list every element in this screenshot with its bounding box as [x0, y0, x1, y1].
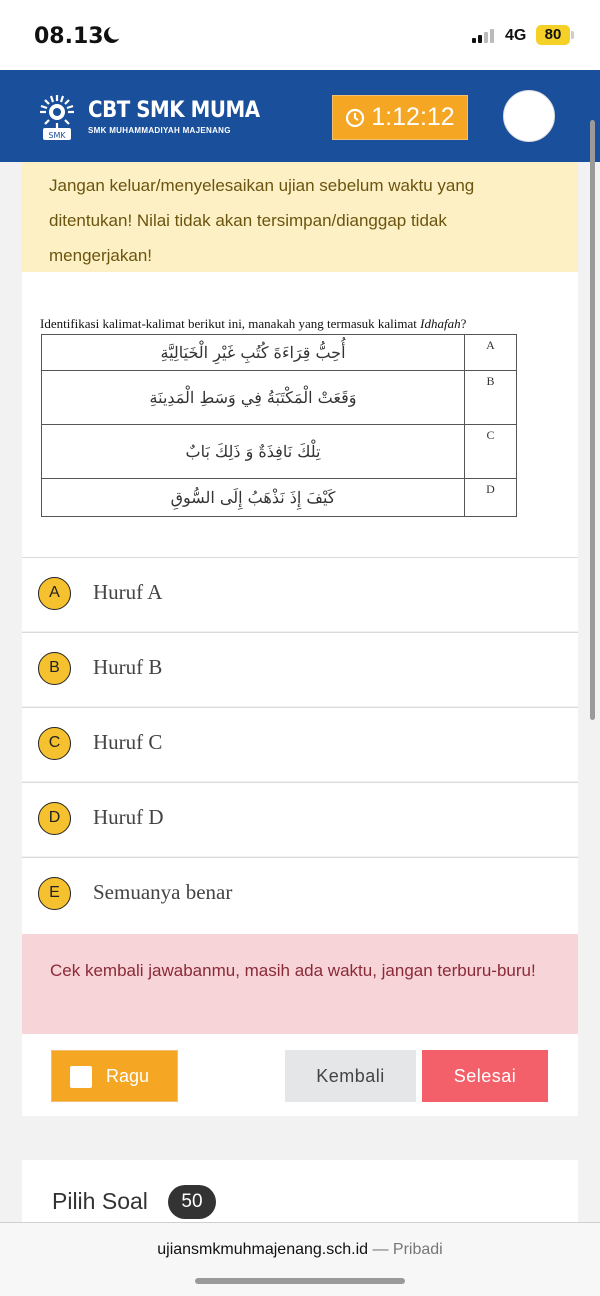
kembali-button[interactable]: Kembali	[285, 1050, 416, 1102]
browser-address-bar[interactable]	[0, 1222, 600, 1296]
option-label[interactable]: Huruf D	[93, 805, 164, 829]
battery-tip	[571, 31, 574, 39]
arabic-sentence: تِلْكَ نَافِذَةٌ وَ ذَلِكَ بَابٌ	[42, 425, 465, 479]
signal-icon	[472, 29, 500, 43]
app-header	[0, 70, 600, 162]
table-row	[42, 479, 517, 517]
option-label[interactable]: Huruf A	[93, 580, 163, 604]
table-letter: C	[465, 425, 517, 479]
logo-emblem-icon	[32, 92, 82, 142]
warning-notice	[22, 162, 578, 272]
option-label[interactable]: Huruf C	[93, 730, 163, 754]
option-letter-badge[interactable]: D	[38, 802, 71, 835]
answer-option-d[interactable]	[22, 782, 578, 856]
table-row	[42, 371, 517, 425]
answer-option-c[interactable]	[22, 707, 578, 781]
ragu-checkbox[interactable]	[70, 1066, 92, 1088]
timer-value: 1:12:12	[371, 103, 455, 131]
arabic-sentence: كَيْفَ إِذَ نَذْهَبُ إِلَى السُّوقِ	[42, 479, 465, 517]
table-letter: B	[465, 371, 517, 425]
brand-title: CBT SMK MUMA	[88, 98, 260, 123]
network-label: 4G	[505, 27, 527, 44]
ragu-label[interactable]: Ragu	[106, 1066, 150, 1086]
reminder-text: Cek kembali jawabanmu, masih ada waktu, jangan terburu-buru!	[50, 961, 536, 980]
arabic-sentence: أُحِبُّ قِرَاءَةَ كُتُبِ غَيْرِ الْخَيَالِيَّةِ	[42, 335, 465, 371]
url-private-label: — Pribadi	[368, 1241, 443, 1258]
table-letter: D	[465, 479, 517, 517]
option-letter-badge[interactable]: B	[38, 652, 71, 685]
option-letter-badge[interactable]: E	[38, 877, 71, 910]
url-display[interactable]	[0, 1241, 600, 1259]
question-card	[22, 272, 578, 558]
option-label[interactable]: Semuanya benar	[93, 880, 233, 904]
option-letter-badge[interactable]: C	[38, 727, 71, 760]
moon-icon	[104, 27, 120, 43]
question-picker[interactable]	[22, 1160, 578, 1230]
question-term: Idhafah	[420, 316, 461, 331]
question-text-end: ?	[460, 316, 467, 331]
table-row	[42, 335, 517, 371]
question-text-main: Identifikasi kalimat-kalimat berikut ini, manakah yang termasuk kalimat	[40, 316, 421, 331]
battery-icon: 80	[536, 25, 570, 45]
table-letter: A	[465, 335, 517, 371]
warning-text: Jangan keluar/menyelesaikan ujian sebelum waktu yang ditentukan! Nilai tidak akan tersimpan/dianggap tidak mengerjakan!	[49, 176, 475, 265]
reminder-notice	[22, 934, 578, 1034]
selesai-button[interactable]: Selesai	[422, 1050, 548, 1102]
status-bar	[0, 0, 600, 70]
answer-option-b[interactable]	[22, 632, 578, 706]
arabic-sentence: وَقَعَتْ الْمَكْتَبَةُ فِي وَسَطِ الْمَدِينَةِ	[42, 371, 465, 425]
ragu-button[interactable]	[51, 1050, 178, 1102]
status-time: 08.13	[34, 24, 104, 49]
svg-text:SMK: SMK	[48, 131, 66, 140]
user-avatar-icon[interactable]	[503, 90, 555, 142]
page-scrollbar[interactable]	[590, 120, 595, 720]
question-text	[40, 316, 466, 332]
question-table	[41, 334, 517, 517]
question-count-badge: 50	[168, 1185, 216, 1219]
brand-subtitle: SMK MUHAMMADIYAH MAJENANG	[88, 126, 231, 135]
question-picker-label[interactable]: Pilih Soal	[52, 1188, 148, 1214]
option-label[interactable]: Huruf B	[93, 655, 163, 679]
home-indicator[interactable]	[195, 1278, 405, 1284]
url-domain[interactable]: ujiansmkmuhmajenang.sch.id	[157, 1241, 369, 1258]
clock-icon	[345, 108, 365, 128]
answer-option-a[interactable]	[22, 557, 578, 631]
option-letter-badge[interactable]: A	[38, 577, 71, 610]
exam-timer	[332, 95, 468, 140]
action-bar	[22, 1034, 578, 1116]
table-row	[42, 425, 517, 479]
answer-option-e[interactable]	[22, 857, 578, 934]
